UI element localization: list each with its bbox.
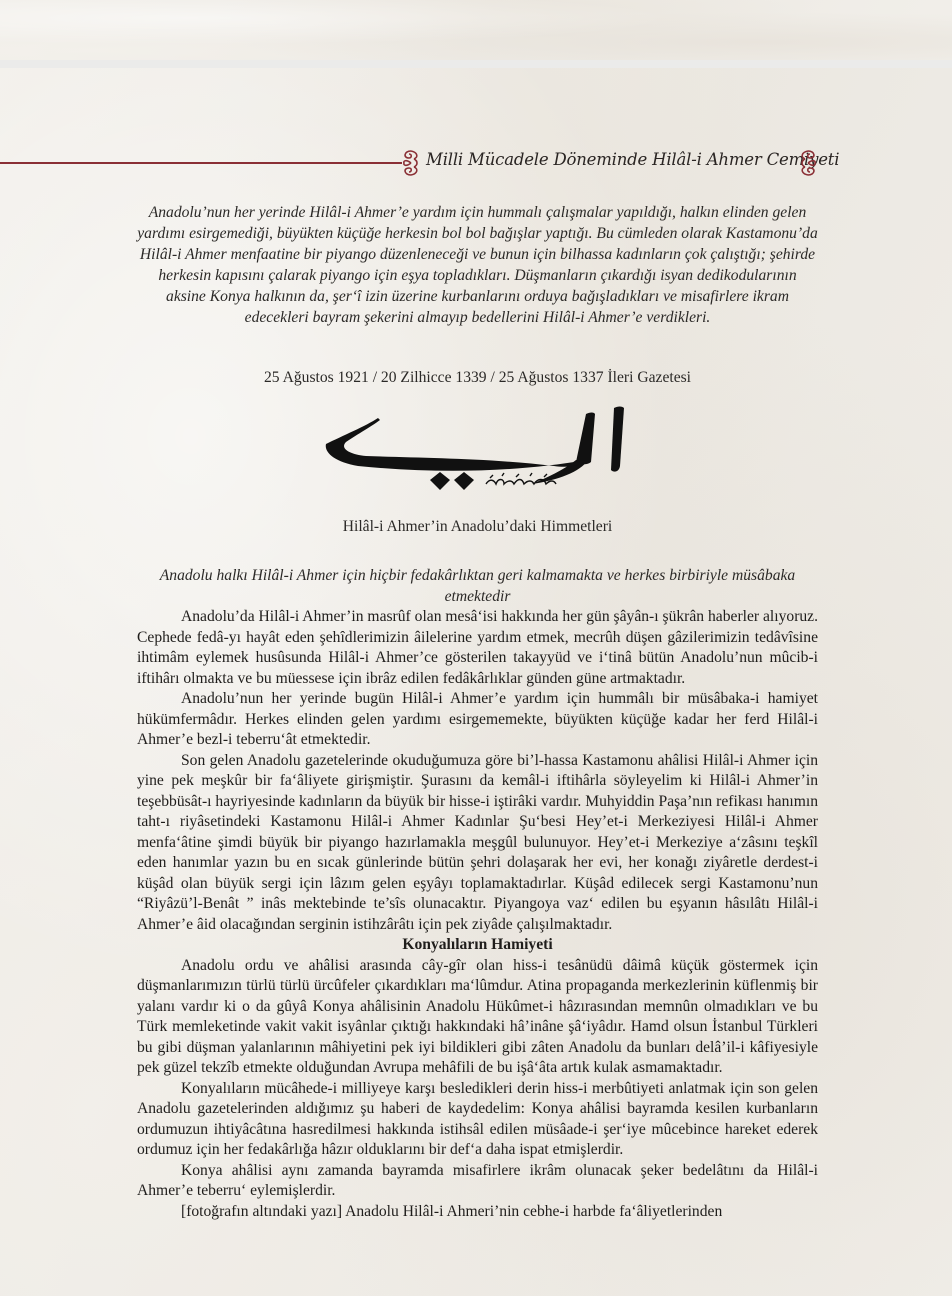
body-paragraph: Anadolu ordu ve ahâlisi arasında cây-gîr olan hiss-i tesânüdü dâimâ küçük göstermek için düşmanlarımızın türlü türlü ürcûfeler çıkardıkları ma‘lûmdur. Atina propaganda merkezlerinin küflenmiş bir yalanı vardır ki o da gûyâ Konya ahâlisinin Anadolu Hükûmet-i hâzırasından memnûn olmadıkları ve bu Türk memleketinde vakit vakit isyânlar çıktığı hakkındaki hâ’inâne şâ‘iyâdır. Hamd olsun İstanbul Türkleri bu gibi düşman yalanlarının mâhiyetini pek iyi bildikleri gibi zâten Anadolu da bunları delâ’il-i kâfiyesiyle pek güzel tekzîb etmekte olduğundan Avrupa mehâfili de bu işâ‘âta artık kulak asmamaktadır. — [137, 956, 818, 1076]
body-paragraph: Konya ahâlisi aynı zamanda bayramda misafirlere ikrâm olunacak şeker bedelâtını da Hilâl-i Ahmer’e teberru‘ eylemişlerdir. — [137, 1161, 818, 1199]
floral-ornament-icon — [400, 149, 422, 177]
newspaper-masthead-logo-icon — [318, 400, 638, 500]
photo-caption-paragraph: [fotoğrafın altındaki yazı] Anadolu Hilâl-i Ahmeri’nin cebhe-i harbde fa‘âliyetlerinden — [181, 1202, 723, 1220]
body-paragraph: Son gelen Anadolu gazetelerinde okuduğumuza göre bi’l-hassa Kastamonu ahâlisi Hilâl-i Ahmer için yine pek meşkûr bir fa‘âliyete girişmiştir. Şurasını da kemâl-i iftihârla söyleyelim ki Hilâl-i Ahmer’in teşebbüsât-ı hayriyesinde kadınların da büyük bir hisse-i iştirâki vardır. Muhyiddin Paşa’nın refikası hanımın taht-ı riyâsetindeki Kastamonu Hilâl-i Ahmer Kadınlar Şu‘besi Hey’et-i Merkeziyesi Hilâl-i Ahmer menfa‘âtine şimdi büyük bir piyango hazırlamakla meşgûl bulunuyor. Hey’et-i Merkeziye a‘zâsını teşkîl eden hanımlar yazın bu en sıcak günlerinde bütün şehri dolaşarak her evi, her konağı ziyâretle derdest-i küşâd olan büyük sergi için lâzım gelen eşyâyı toplamaktadırlar. Küşâd edilecek sergi Kastamonu’nun “Riyâzü’l-Benât ” inâs mektebinde te’sîs olunacaktır. Piyangoya vaz‘ edilen bu eşyanın hâsılâtı Hilâl-i Ahmer’e âid olacağından serginin istihzârâtı için pek ziyâde çalışılmaktadır. — [137, 751, 818, 933]
article-subheadline: Anadolu halkı Hilâl-i Ahmer için hiçbir fedakârlıktan geri kalmamakta ve herkes birbiriyle müsâbaka etmektedir — [159, 567, 796, 605]
body-paragraph: Konyalıların mücâhede-i milliyeye karşı besledikleri derin hiss-i merbûtiyeti anlatmak için son gelen Anadolu gazetelerinden aldığımız şu haberi de kaydedelim: Konya ahâlisi bayramda kesilen kurbanların ordumuzun ihtiyâcâtına hasredilmesi hakkında istihsâl edilen müsâade-i şer‘iye mûcebince hareket ederek ordumuz için her fedakârlığa hâzır olduklarını bir def‘a daha ispat etmişlerdir. — [137, 1079, 818, 1158]
article-headline: Hilâl-i Ahmer’in Anadolu’daki Himmetleri — [342, 518, 613, 535]
article-body — [137, 607, 818, 1222]
section-heading: Konyalıların Hamiyeti — [402, 936, 553, 953]
floral-ornament-icon — [797, 149, 819, 177]
body-paragraph: Anadolu’da Hilâl-i Ahmer’in masrûf olan mesâ‘isi hakkında her gün şâyân-ı şükrân haberler alıyoruz. Cephede fedâ-yı hayât eden şehîdlerimizin âilelerine yardım etmek, mecrûh düşen gâzilerimizin tedâvîsine ihtimâm eylemek husûsunda Hilâl-i Ahmer’ce gösterilen takayyüd ve i‘tinâ bütün Anadolu’nun mûcib-i iftihârı olmakta ve bu müessese için ibrâz edilen fedâkârlıklar günden güne artmaktadır. — [137, 608, 818, 687]
page-divider — [0, 60, 952, 68]
article-summary: Anadolu’nun her yerinde Hilâl-i Ahmer’e yardım için hummalı çalışmalar yapıldığı, halkın elinden gelen yardımı esirgemediği, büyükten küçüğe herkesin bol bol bağışlar yaptığı. Bu cümleden olarak Kastamonu’da Hilâl-i Ahmer menfaatine bir piyango düzenleneceği ve bunun için bilhassa kadınların çok çalıştığı; şehirde herkesin kapısını çalarak piyango için eşya topladıkları. Düşmanların çıkardığı isyan dedikodularının aksine Konya halkının da, şer‘î izin üzerine kurbanlarını orduya bağışladıkları ve misafirlere ikram edecekleri bayram şekerini almayıp bedellerini Hilâl-i Ahmer’e verdikleri. — [137, 204, 818, 326]
running-head-title: Milli Mücadele Döneminde Hilâl-i Ahmer Cemiyeti — [426, 150, 840, 169]
body-paragraph: Anadolu’nun her yerinde bugün Hilâl-i Ahmer’e yardım için hummâlı bir müsâbaka-i hamiyet hükümfermâdır. Herkes elinden gelen yardımı esirgememekte, büyükten küçüğe kadar her ferd Hilâl-i Ahmer’e bezl-i teberru‘ât etmektedir. — [137, 690, 818, 748]
running-header — [0, 147, 840, 179]
previous-page-fragment — [0, 0, 952, 60]
header-rule — [0, 162, 402, 164]
source-dateline: 25 Ağustos 1921 / 20 Zilhicce 1339 / 25 Ağustos 1337 İleri Gazetesi — [263, 369, 692, 386]
